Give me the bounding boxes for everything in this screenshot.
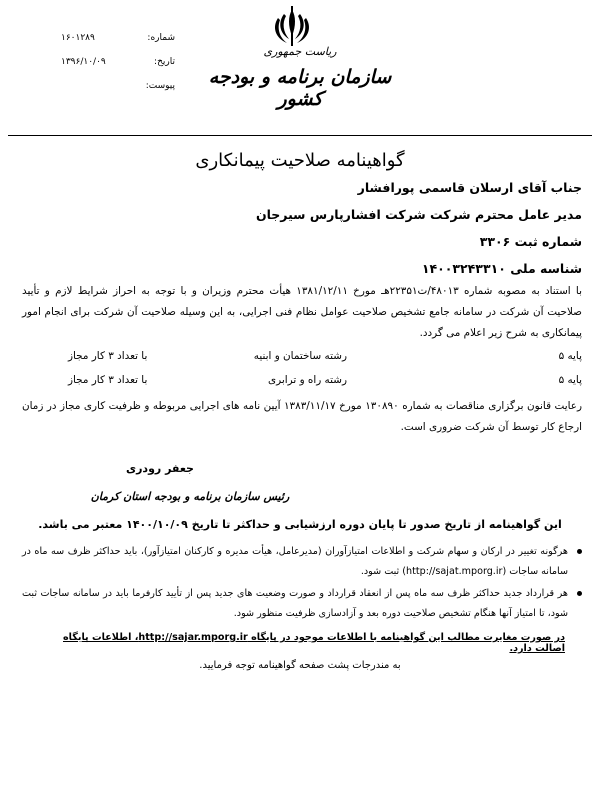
header-divider xyxy=(8,135,592,136)
date-value: ۱۳۹۶/۱۰/۰۹ xyxy=(61,57,106,67)
attachment-label: پیوست: xyxy=(145,81,175,91)
national-id: شناسه ملی ۱۴۰۰۳۲۴۳۳۱۰ xyxy=(421,261,582,276)
capability-field: رشته ساختمان و ابنیه xyxy=(253,350,347,362)
date-label: تاریخ: xyxy=(154,57,175,67)
signatory-name: جعفر رودری xyxy=(126,462,194,475)
number-value: ۱۶۰۱۲۸۹ xyxy=(61,33,95,43)
page-title: گواهینامه صلاحیت پیمانکاری xyxy=(195,150,405,171)
capability-field: رشته راه و ترابری xyxy=(268,374,347,386)
iran-emblem-icon xyxy=(270,6,314,48)
capability-count: با تعداد ۳ کار مجاز xyxy=(68,374,148,386)
bullet-icon xyxy=(577,549,582,554)
list-item-text: هرگونه تغییر در ارکان و سهام شرکت و اطلاعات امتیازآوران (مدیرعامل، هیأت مدیره و کارکنان امتیازآور)، باید حداکثر ظرف سه ماه در سامانه ساجات (http://sajat.mporg.ir) ثبت شود. xyxy=(22,546,568,577)
list-item xyxy=(22,584,582,624)
capability-count: با تعداد ۳ کار مجاز xyxy=(68,350,148,362)
recipient-position: مدیر عامل محترم شرکت شرکت افشارپارس سیرجان xyxy=(255,207,582,222)
capability-base: پایه ۵ xyxy=(558,374,582,386)
signatory-position: رئیس سازمان برنامه و بودجه استان کرمان xyxy=(90,490,290,503)
capability-base: پایه ۵ xyxy=(558,350,582,362)
registration-number: شماره ثبت ۳۳۰۶ xyxy=(479,234,582,249)
capability-row xyxy=(18,374,582,394)
capability-row xyxy=(18,350,582,370)
letter-meta xyxy=(55,26,175,98)
back-page-note: به مندرجات پشت صفحه گواهینامه توجه فرمایید. xyxy=(199,660,401,671)
recipient-name: جناب آقای ارسلان قاسمی پورافشار xyxy=(357,180,582,195)
presidency-label: ریاست جمهوری xyxy=(263,45,337,58)
list-item-text: هر قرارداد جدید حداکثر ظرف سه ماه پس از انعقاد قرارداد و صورت وضعیت های جدید پس از تأیید کارفرما باید در سامانه ساجات ثبت شود، تا امتیاز آنها هنگام تشخیص صلاحیت دوره بعد و آزادسازی ظرفیت منظور شود. xyxy=(22,588,568,619)
attachment-row xyxy=(55,74,175,98)
bullet-icon xyxy=(577,591,582,596)
body-paragraph: با استناد به مصوبه شماره ۴۸۰۱۳/ت۲۲۳۵۱هـ مورخ ۱۳۸۱/۱۲/۱۱ هیأت محترم وزیران و با توجه به احراز شرایط لازم و تأیید صلاحیت آن شرکت در سامانه جامع تشخیص صلاحیت عوامل نظام فنی اجرایی، به این وسیله صلاحیت آن شرکت برای انجام امور پیمانکاری به شرح زیر اعلام می گردد. xyxy=(22,285,582,339)
list-item xyxy=(22,542,582,582)
law-paragraph: رعایت قانون برگزاری مناقصات به شماره ۱۳۰۸۹۰ مورخ ۱۳۸۳/۱۱/۱۷ آیین نامه های اجرایی مربوطه و ظرفیت کاری مجاز در زمان ارجاع کار توسط آن شرکت ضروری است. xyxy=(22,400,582,433)
validity-statement: این گواهینامه از تاریخ صدور تا پایان دوره ارزشیابی و حداکثر تا تاریخ ۱۴۰۰/۱۰/۰۹ معتبر می باشد. xyxy=(38,518,562,531)
site-note: در صورت مغایرت مطالب این گواهینامه با اطلاعات موجود در پایگاه http://sajar.mporg.ir، اطلاعات پایگاه اصالت دارد. xyxy=(63,632,565,654)
number-label: شماره: xyxy=(147,33,175,43)
number-row xyxy=(55,26,175,50)
date-row xyxy=(55,50,175,74)
organization-name: سازمان برنامه و بودجه کشور xyxy=(208,66,392,110)
